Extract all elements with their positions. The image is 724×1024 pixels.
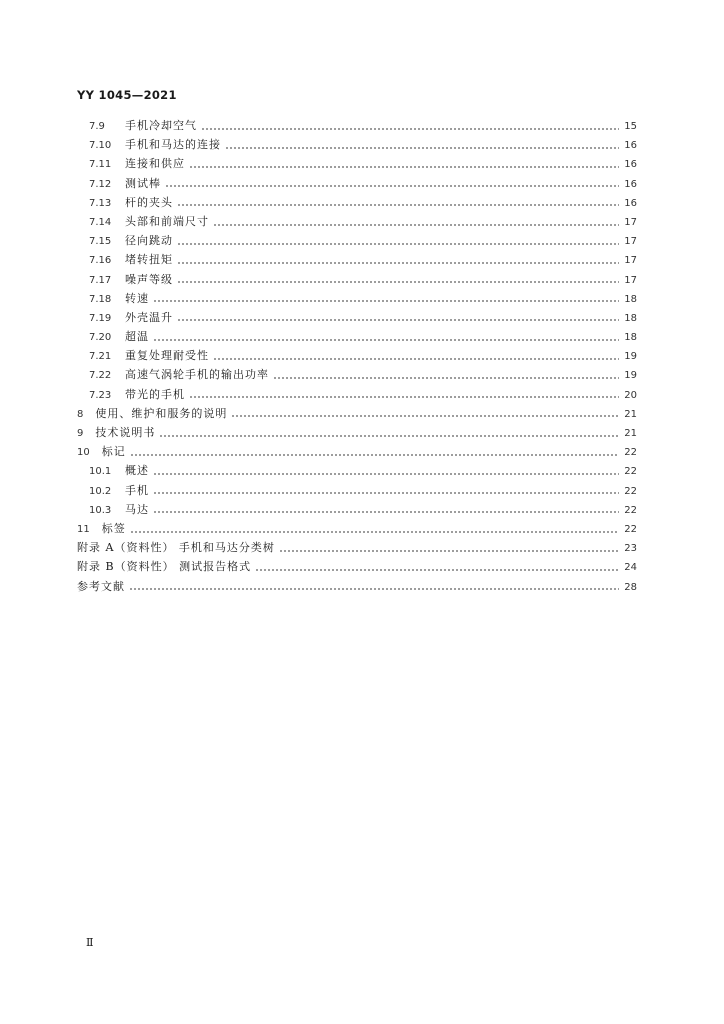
toc-entry[interactable] [77,290,637,309]
dot-leader [159,435,619,437]
toc-entry-page: 21 [624,428,637,439]
toc-entry[interactable] [77,386,637,405]
toc-entry-number: 7.20 [89,332,112,344]
dot-leader [177,243,619,245]
toc-entry-page: 17 [624,255,637,267]
dot-leader [213,358,619,360]
toc-entry-number: 7.19 [89,312,112,324]
toc-entry-page: 22 [624,504,637,516]
toc-entry-number: 7.15 [89,236,112,248]
toc-entry-title: 带光的手机 [125,387,185,401]
toc-entry[interactable] [77,578,637,597]
toc-entry[interactable] [77,251,637,270]
document-code: YY 1045—2021 [77,88,177,102]
toc-entry-number: 7.10 [89,140,112,152]
toc-entry-title: 高速气涡轮手机的输出功率 [125,368,269,382]
dot-leader [177,262,619,264]
toc-entry-page: 22 [624,485,637,497]
toc-entry-title: 头部和前端尺寸 [125,214,209,228]
toc-entry[interactable] [77,232,637,251]
toc-entry-title: 外壳温升 [125,310,173,324]
toc-entry-number: 7.11 [89,159,112,171]
toc-entry-title: 使用、维护和服务的说明 [95,406,228,420]
toc-entry-number: 7.22 [89,370,112,382]
toc-entry[interactable] [77,347,637,366]
toc-entry-title: 马达 [125,502,149,516]
toc-entry-page: 19 [624,351,637,363]
dot-leader [279,550,619,552]
toc-entry-number: 7.14 [89,216,112,228]
dot-leader [153,300,619,302]
toc-entry-page: 15 [624,121,637,132]
toc-entry[interactable] [77,155,637,174]
toc-entry-page: 16 [624,197,637,209]
toc-entry-title: 技术说明书 [95,426,156,439]
toc-entry[interactable] [77,366,637,385]
toc-entry[interactable] [77,136,637,155]
toc-entry-number: 8 [77,408,84,420]
toc-entry-number: 10.2 [89,485,112,497]
toc-entry[interactable] [77,405,637,424]
toc-entry-title: 转速 [125,291,149,305]
toc-entry[interactable] [77,558,637,577]
dot-leader [201,128,619,130]
toc-entry-title: 连接和供应 [125,157,185,171]
dot-leader [177,319,619,321]
toc-entry-number: 11 [77,523,90,535]
toc-entry-page: 18 [624,293,637,305]
toc-entry-page: 22 [624,523,637,535]
toc-entry-page: 22 [624,447,637,459]
toc-entry-title: 手机冷却空气 [125,119,197,132]
toc-entry-page: 16 [624,140,637,152]
dot-leader [177,204,619,206]
toc-entry-number: 7.21 [89,351,112,363]
toc-entry-page: 19 [624,370,637,382]
dot-leader [130,454,619,456]
dot-leader [153,511,619,513]
dot-leader [177,281,619,283]
dot-leader [225,147,619,149]
toc-entry-title: 噪声等级 [125,272,173,286]
toc-entry[interactable] [77,462,637,481]
dot-leader [130,531,619,533]
dot-leader [153,492,619,494]
dot-leader [273,377,619,379]
toc-entry-page: 22 [624,466,637,478]
toc-entry-number: 10 [77,447,90,459]
toc-entry[interactable] [77,309,637,328]
toc-entry-number: 7.16 [89,255,112,267]
dot-leader [129,588,619,590]
toc-entry[interactable] [77,539,637,558]
toc-entry-title: 附录 B（资料性） 测试报告格式 [77,560,252,574]
toc-entry-number: 7.18 [89,293,112,305]
toc-entry[interactable] [77,520,637,539]
dot-leader [189,166,619,168]
toc-entry-number: 7.17 [89,274,112,286]
dot-leader [153,339,619,341]
toc-entry-title: 径向跳动 [125,234,173,248]
toc-entry-number: 10.1 [89,466,112,478]
toc-entry-title: 重复处理耐受性 [125,349,209,363]
toc-entry-number: 10.3 [89,504,112,516]
toc-entry-title: 标签 [101,521,126,535]
toc-entry-title: 杆的夹头 [125,195,173,209]
toc-entry-title: 堵转扭矩 [125,253,173,267]
toc-entry-number: 7.9 [89,121,105,132]
toc-entry[interactable] [77,482,637,501]
toc-entry-page: 17 [624,216,637,228]
toc-entry[interactable] [77,117,637,136]
toc-entry-page: 18 [624,312,637,324]
toc-entry-title: 附录 A（资料性） 手机和马达分类树 [77,541,275,555]
toc-entry-number: 7.12 [89,178,112,190]
toc-entry-page: 16 [624,159,637,171]
dot-leader [255,569,619,571]
toc-entry-title: 概述 [125,464,149,478]
toc-entry-title: 超温 [125,330,149,344]
dot-leader [189,396,619,398]
toc-entry[interactable] [77,271,637,290]
dot-leader [231,415,619,417]
toc-entry-page: 17 [624,274,637,286]
toc-entry-number: 9 [77,428,84,439]
toc-entry-page: 23 [624,543,637,555]
toc-entry-page: 17 [624,236,637,248]
toc-entry[interactable] [77,213,637,232]
dot-leader [153,473,619,475]
toc-entry-page: 16 [624,178,637,190]
toc-entry[interactable] [77,424,637,443]
toc-entry-title: 参考文献 [77,579,125,593]
page-number: Ⅱ [86,936,94,949]
toc-entry[interactable] [77,194,637,213]
table-of-contents [77,117,637,597]
toc-entry-title: 测试棒 [125,176,161,190]
toc-entry-title: 手机和马达的连接 [125,138,221,152]
toc-entry-title: 手机 [125,483,149,497]
toc-entry-title: 标记 [101,445,126,459]
toc-entry[interactable] [77,175,637,194]
toc-entry-page: 28 [624,581,637,593]
dot-leader [213,224,619,226]
toc-entry-page: 24 [624,562,637,574]
toc-entry-page: 18 [624,332,637,344]
toc-entry-page: 20 [624,389,637,401]
toc-entry[interactable] [77,328,637,347]
toc-entry-number: 7.13 [89,197,112,209]
toc-entry-page: 21 [624,408,637,420]
toc-entry[interactable] [77,443,637,462]
dot-leader [165,185,619,187]
toc-entry[interactable] [77,501,637,520]
toc-entry-number: 7.23 [89,389,112,401]
